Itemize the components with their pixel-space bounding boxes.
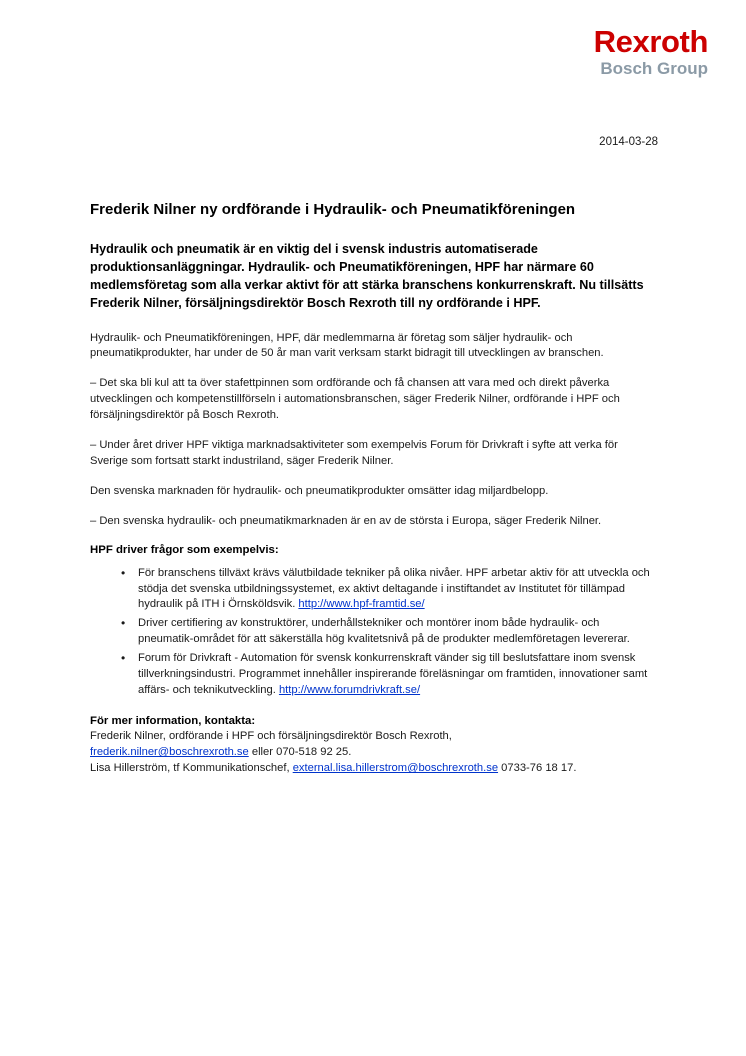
list-item-text: För branschens tillväxt krävs välutbildade tekniker på olika nivåer. HPF arbetar aktiv för att utveckla och stödja det svenska utbildningssystemet, ex aktivt deltagande i instiftandet av Institutet för tillämpad hydraulik på ITH i Örnsköldsvik.	[138, 566, 650, 611]
contact-phone-1: eller 070-518 92 25.	[248, 746, 352, 759]
contact-line-1: Frederik Nilner, ordförande i HPF och försäljningsdirektör Bosch Rexroth,	[90, 729, 452, 742]
email-link-frederik[interactable]: frederik.nilner@boschrexroth.se	[90, 746, 249, 759]
page-title: Frederik Nilner ny ordförande i Hydraulik- och Pneumatikföreningen	[90, 201, 576, 218]
list-item	[138, 566, 656, 614]
body-paragraph-3: – Under året driver HPF viktiga marknadsaktiviteter som exempelvis Forum för Drivkraft i syfte att verka för Sverige som fortsatt starkt industriland, säger Frederik Nilner.	[90, 439, 618, 467]
contact-phone-2: 0733-76 18 17.	[498, 762, 577, 775]
contact-line-2	[90, 744, 656, 760]
document-date: 2014-03-28	[599, 136, 658, 148]
forumdrivkraft-link[interactable]: http://www.forumdrivkraft.se/	[278, 684, 421, 696]
body-paragraph-2: – Det ska bli kul att ta över stafettpinnen som ordförande och få chansen att vara med och direkt påverka utvecklingen och kompetenstillförseln i automationsbranschen, säger Frederik Nilner, ordförande i HPF och försäljningsdirektör på Bosch Rexroth.	[90, 377, 620, 422]
contact-line-3	[90, 760, 656, 776]
body-paragraph-1: Hydraulik- och Pneumatikföreningen, HPF, där medlemmarna är företag som säljer hydraulik- och pneumatikprodukter, har under de 50 år man varit verksam starkt bidragit till utvecklingen av branschen.	[90, 331, 604, 360]
hpf-framtid-link[interactable]: http://www.hpf-framtid.se/	[298, 598, 425, 611]
list-item-text: Driver certifiering av konstruktörer, underhållstekniker och montörer inom både hydraulik- och pneumatik-området för att säkerställa hög kvalitetsnivå på de produkter medlemföretagen levererar.	[138, 617, 630, 646]
list-item	[138, 651, 656, 699]
contact-heading: För mer information, kontakta:	[90, 714, 256, 727]
email-link-lisa[interactable]: external.lisa.hillerstrom@boschrexroth.se	[292, 762, 499, 775]
logo-group-text: Bosch Group	[600, 59, 708, 78]
rexroth-logo	[594, 26, 708, 77]
list-item-text: Forum för Drivkraft - Automation för svensk konkurrenskraft vänder sig till beslutsfattare inom svensk tillverkningsindustri. Programmet innehåller inspirerande föreläsningar om framtiden, innovationer samt affärs- och teknikutveckling.	[138, 652, 648, 696]
subheading: HPF driver frågor som exempelvis:	[90, 543, 279, 556]
contact-name-2: Lisa Hillerström, tf Kommunikationschef,	[90, 762, 293, 775]
logo-brand-text: Rexroth	[593, 24, 708, 59]
lead-paragraph: Hydraulik och pneumatik är en viktig del i svensk industris automatiserade produktionsanläggningar. Hydraulik- och Pneumatikföreningen, HPF har närmare 60 medlemsföretag som alla verkar aktivt för att stärka branschens konkurrenskraft. Nu tillsätts Frederik Nilner, försäljningsdirektör Bosch Rexroth till ny ordförande i HPF.	[90, 241, 644, 311]
bullet-list	[90, 566, 656, 699]
body-paragraph-5: – Den svenska hydraulik- och pneumatikmarknaden är en av de största i Europa, säger Frederik Nilner.	[90, 514, 602, 527]
list-item	[138, 616, 656, 648]
body-paragraph-4: Den svenska marknaden för hydraulik- och pneumatikprodukter omsätter idag miljardbelopp.	[90, 484, 549, 497]
document-content	[90, 200, 656, 777]
